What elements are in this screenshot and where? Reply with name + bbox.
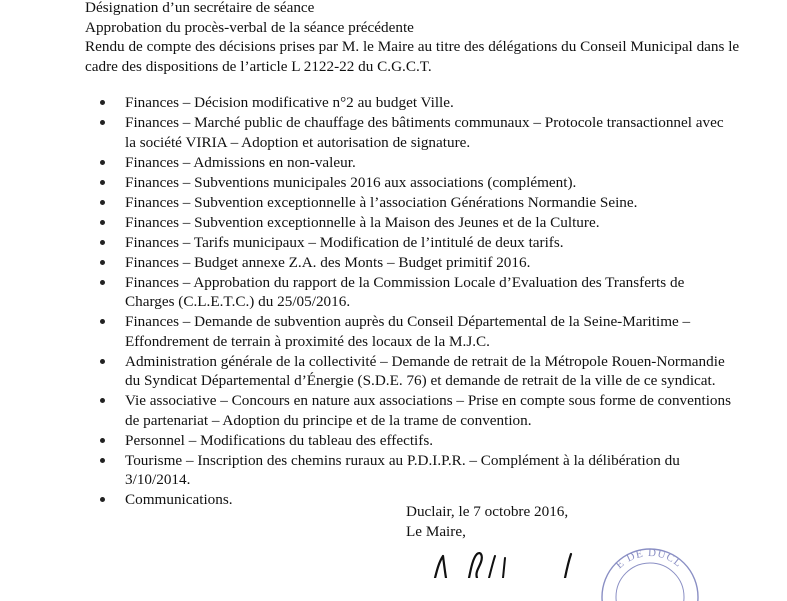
agenda-item-line: la société VIRIA – Adoption et autorisation de signature. [125, 133, 471, 151]
agenda-item-line: Personnel – Modifications du tableau des effectifs. [125, 431, 434, 449]
agenda-item-line: Finances – Décision modificative n°2 au budget Ville. [125, 94, 454, 111]
intro-line: Désignation d’un secrétaire de séance [85, 0, 315, 16]
agenda-item [96, 391, 756, 430]
agenda-item-line: 3/10/2014. [125, 471, 191, 488]
agenda-item [96, 153, 756, 173]
intro-block [85, 0, 775, 76]
agenda-item-line: Finances – Budget annexe Z.A. des Monts – Budget primitif 2016. [125, 253, 531, 271]
agenda-item-line: Vie associative – Concours en nature aux associations – Prise en compte sous forme de conventions [125, 392, 732, 409]
agenda-item [96, 233, 756, 253]
agenda-item-line: Charges (C.L.E.T.C.) du 25/05/2016. [125, 293, 351, 310]
agenda-item-line: Finances – Approbation du rapport de la Commission Locale d’Evaluation des Transferts de [125, 273, 685, 291]
agenda-item [96, 193, 756, 213]
agenda-item-line: Finances – Demande de subvention auprès du Conseil Départemental de la Seine-Maritime – [125, 313, 691, 330]
agenda-item [96, 451, 756, 490]
stamp-text: E DE DUCL [613, 546, 685, 572]
agenda-item-line: Tourisme – Inscription des chemins ruraux au P.D.I.P.R. – Complément à la délibération du [125, 451, 680, 469]
agenda-item [96, 273, 756, 312]
intro-line: cadre des dispositions de l’article L 2122-22 du C.G.C.T. [85, 57, 432, 75]
agenda-item [96, 113, 756, 152]
agenda-item-line: Finances – Subvention exceptionnelle à l’association Générations Normandie Seine. [125, 193, 638, 211]
agenda-item [96, 173, 756, 193]
place-date: Duclair, le 7 octobre 2016, [406, 503, 569, 520]
agenda-item [96, 312, 756, 351]
agenda-item-line: Finances – Subvention exceptionnelle à la Maison des Jeunes et de la Culture. [125, 213, 600, 231]
intro-line: Rendu de compte des décisions prises par M. le Maire au titre des délégations du Conseil Municipal dans le [85, 38, 740, 55]
municipal-stamp [595, 541, 705, 601]
agenda-item [96, 213, 756, 233]
agenda-item-line: du Syndicat Départemental d’Énergie (S.D.E. 76) et demande de retrait de la ville de ce syndicat. [125, 372, 716, 389]
agenda-item-line: Effondrement de terrain à proximité des locaux de la M.J.C. [125, 332, 490, 350]
agenda-item-line: Finances – Marché public de chauffage des bâtiments communaux – Protocole transactionnel avec [125, 114, 724, 131]
agenda-item-line: Finances – Admissions en non-valeur. [125, 153, 356, 171]
mayor-title: Le Maire, [406, 522, 466, 540]
svg-text:E DE DUCL [613, 547, 684, 571]
handwritten-signature [425, 548, 585, 578]
agenda-item-line: Finances – Subventions municipales 2016 aux associations (complément). [125, 173, 577, 191]
agenda-item-line: Finances – Tarifs municipaux – Modification de l’intitulé de deux tarifs. [125, 233, 564, 251]
agenda-list [96, 93, 756, 510]
agenda-item-line: Administration générale de la collectivité – Demande de retrait de la Métropole Rouen-Normandie [125, 352, 725, 370]
agenda-item [96, 93, 756, 113]
signoff-block [406, 502, 568, 541]
agenda-item-line: Communications. [125, 491, 233, 508]
agenda-item-line: de partenariat – Adoption du principe et de la trame de convention. [125, 411, 532, 429]
agenda-item [96, 253, 756, 273]
agenda-item [96, 431, 756, 451]
agenda-item [96, 352, 756, 391]
intro-line: Approbation du procès-verbal de la séance précédente [85, 18, 414, 36]
